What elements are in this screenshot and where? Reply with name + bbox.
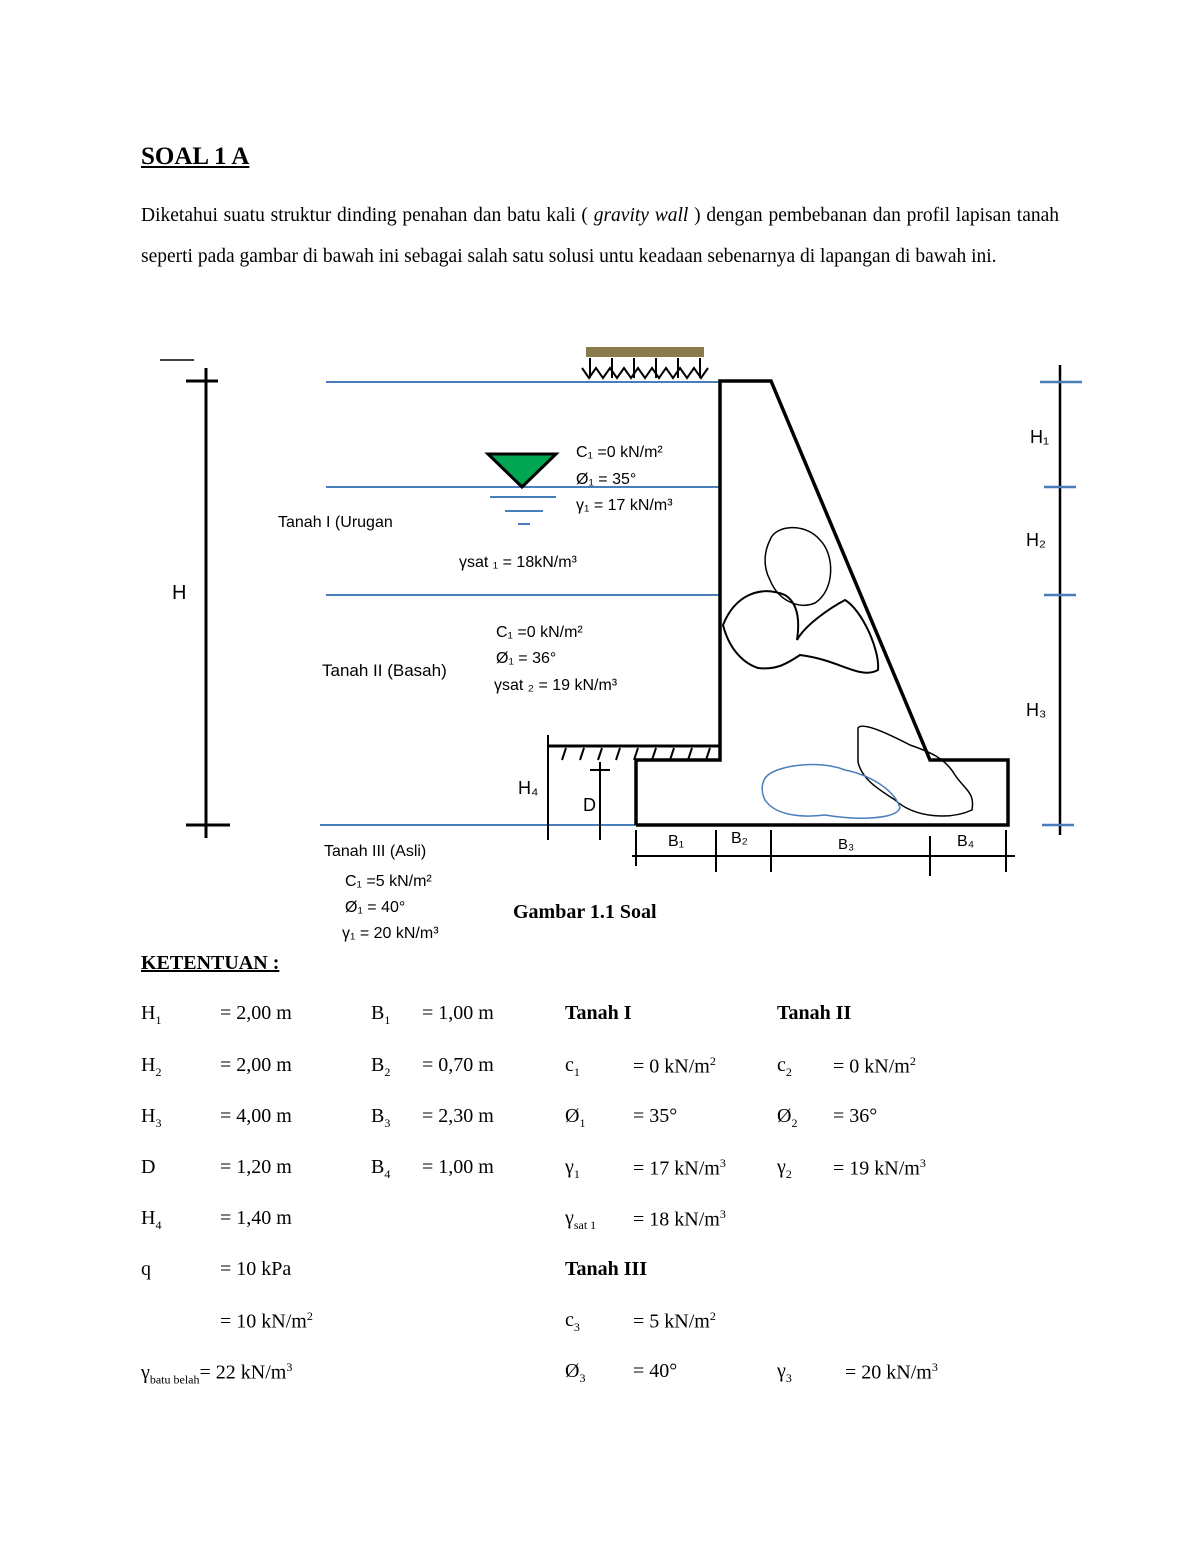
tanah1-title: Tanah I: [565, 1002, 632, 1024]
val-h3: = 4,00 m: [220, 1105, 292, 1127]
row-b3: $B_3$: [371, 1105, 391, 1130]
row-c3: $c_3$: [565, 1309, 580, 1334]
row-phi3: $Ø_3$: [565, 1360, 586, 1385]
label-H: H: [172, 582, 187, 604]
val-gamma-sat1: = 18 $kN/m^3$: [633, 1207, 726, 1231]
row-b1: $B_1$: [371, 1002, 391, 1027]
surcharge-arrows: [582, 358, 708, 378]
rock-1: [765, 528, 831, 606]
row-gamma-sat1: $\gamma_{sat 1}$: [565, 1207, 597, 1232]
intro-italic: gravity wall: [593, 205, 689, 226]
val-phi1: = 35°: [633, 1105, 678, 1127]
row-phi2: $Ø_2$: [777, 1105, 798, 1130]
tanah3-phi: Ø₁ = 40°: [345, 899, 406, 916]
val-gamma1: = 17 $kN/m^3$: [633, 1156, 726, 1180]
label-H4: H₄: [518, 778, 539, 798]
label-B2: B₂: [731, 830, 748, 847]
val-d: = 1,20 m: [220, 1156, 292, 1178]
label-B3: B₃: [838, 836, 855, 853]
tanah1-name: Tanah I (Urugan: [278, 514, 393, 531]
val-q-alt: = 10 $kN/m^2$: [220, 1309, 313, 1333]
row-h4: $H_4$: [141, 1207, 162, 1232]
val-b3: = 2,30 m: [422, 1105, 494, 1127]
rock-2: [723, 591, 878, 673]
tanah3-name: Tanah III (Asli): [324, 843, 427, 860]
val-gamma2: = 19 $kN/m^3$: [833, 1156, 926, 1180]
surcharge-bar: [586, 347, 704, 357]
row-h1: $H_1$: [141, 1002, 162, 1027]
label-B4: B₄: [957, 833, 975, 850]
row-c1: $c_1$: [565, 1054, 580, 1079]
val-q: = 10 kPa: [220, 1258, 292, 1280]
row-b2: $B_2$: [371, 1054, 391, 1079]
val-b2: = 0,70 m: [422, 1054, 494, 1076]
row-gamma2: $\gamma_2$: [777, 1156, 792, 1181]
tanah2-phi: Ø₁ = 36°: [496, 650, 557, 667]
val-h2: = 2,00 m: [220, 1054, 292, 1076]
rock-3: [858, 726, 973, 816]
tanah2-name: Tanah II (Basah): [322, 661, 447, 680]
ketentuan-heading: KETENTUAN :: [141, 952, 280, 974]
label-D: D: [583, 795, 596, 815]
tanah3-c: C₁ =5 kN/m²: [345, 873, 432, 890]
front-ground-hatch: [562, 748, 710, 760]
label-H3: H₃: [1026, 700, 1047, 720]
val-phi2: = 36°: [833, 1105, 878, 1127]
val-c3: = 5 $kN/m^2$: [633, 1309, 716, 1333]
row-d: D: [141, 1156, 156, 1178]
val-c2: = 0 $kN/m^2$: [833, 1054, 916, 1078]
val-h4: = 1,40 m: [220, 1207, 292, 1229]
tanah3-title: Tanah III: [565, 1258, 648, 1280]
tanah1-phi: Ø₁ = 35°: [576, 471, 637, 488]
b-dim-ticks: [636, 830, 1006, 876]
val-phi3: = 40°: [633, 1360, 678, 1382]
wall-outline: [636, 381, 1008, 825]
val-b4: = 1,00 m: [422, 1156, 494, 1178]
rock-4: [762, 765, 900, 819]
intro-text-1: Diketahui suatu struktur dinding penahan dan batu kali (: [141, 205, 594, 226]
label-B1: B₁: [668, 833, 685, 850]
row-h2: $H_2$: [141, 1054, 162, 1079]
tanah2-gamma-sat: γsat ₂ = 19 kN/m³: [494, 677, 618, 694]
val-h1: = 2,00 m: [220, 1002, 292, 1024]
row-phi1: $Ø_1$: [565, 1105, 586, 1130]
row-gamma1: $\gamma_1$: [565, 1156, 580, 1181]
row-h3: $H_3$: [141, 1105, 162, 1130]
page-title: SOAL 1 A: [141, 143, 250, 170]
figure-caption: Gambar 1.1 Soal: [513, 901, 657, 923]
val-c1: = 0 $kN/m^2$: [633, 1054, 716, 1078]
tanah1-gamma: γ₁ = 17 kN/m³: [576, 497, 673, 514]
tanah1-gamma-sat: γsat ₁ = 18kN/m³: [459, 554, 577, 571]
label-H2: H₂: [1026, 530, 1046, 550]
label-H1: H₁: [1030, 427, 1050, 447]
row-gamma3: $\gamma_3$: [777, 1360, 792, 1385]
tanah2-title: Tanah II: [777, 1002, 852, 1024]
val-b1: = 1,00 m: [422, 1002, 494, 1024]
water-table-marker: [488, 454, 556, 487]
tanah2-c: C₁ =0 kN/m²: [496, 624, 583, 641]
row-gamma-batu: $\gamma_{batu belah}= 22$ $kN/m^3$: [141, 1360, 293, 1387]
row-q: q: [141, 1258, 151, 1280]
tanah3-gamma: γ₁ = 20 kN/m³: [342, 925, 439, 942]
intro-text-2: ) dengan pembebanan dan profil lapisan tanah seperti pada gambar di bawah ini sebagai salah satu solusi untu keadaan sebenarnya di lapangan di bawah ini.: [141, 205, 1060, 267]
row-c2: $c_2$: [777, 1054, 792, 1079]
tanah1-c: C₁ =0 kN/m²: [576, 444, 663, 461]
val-gamma3: = 20 $kN/m^3$: [845, 1360, 938, 1384]
row-b4: $B_4$: [371, 1156, 391, 1181]
